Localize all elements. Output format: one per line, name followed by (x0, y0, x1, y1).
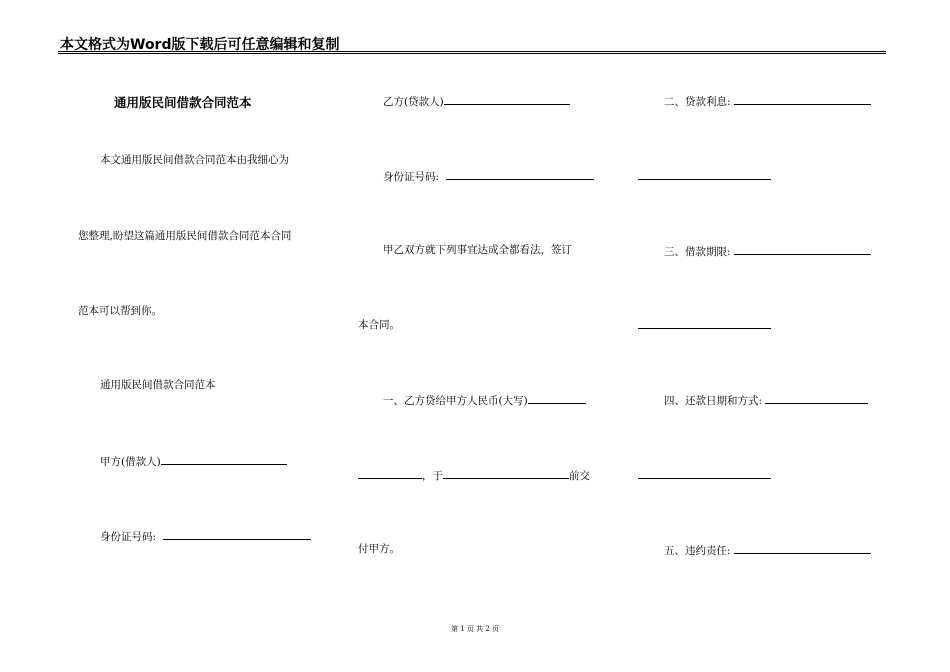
term-blank (734, 243, 871, 255)
term-row (664, 243, 871, 259)
loan-amount-blank (528, 392, 586, 404)
header-divider-secondary (58, 53, 886, 54)
repayment-row (664, 392, 868, 408)
repayment-continued-blank (638, 478, 771, 479)
term-continued-blank (638, 328, 771, 329)
interest-row (664, 93, 871, 109)
party-b-id-row (383, 168, 594, 184)
intro-paragraph-line-3: 范本可以帮到你。 (78, 305, 162, 317)
repayment-label: 四、还款日期和方式: (664, 395, 763, 407)
term-label: 三、借款期限: (664, 246, 731, 258)
loan-date-blank (443, 467, 569, 479)
loan-delivery-separator: ，于 (422, 470, 443, 482)
loan-delivery-row (358, 467, 590, 483)
breach-row (664, 542, 871, 558)
breach-label: 五、违约责任: (664, 545, 731, 557)
party-b-id-label: 身份证号码: (383, 171, 440, 183)
party-b-id-blank (446, 168, 594, 180)
intro-paragraph-line-1: 本文通用版民间借款合同范本由我细心为 (100, 154, 289, 166)
interest-continued-blank (638, 179, 771, 180)
party-a-row (100, 453, 287, 469)
interest-blank (734, 93, 871, 105)
document-header-title: 本文格式为Word版下载后可任意编辑和复制 (60, 37, 340, 53)
breach-blank (734, 542, 871, 554)
loan-delivery-line-3: 付甲方。 (358, 543, 400, 555)
interest-label: 二、贷款利息: (664, 96, 731, 108)
party-b-row (383, 93, 570, 109)
party-a-label: 甲方(借款人) (100, 456, 161, 468)
loan-delivery-before-text: 前交 (569, 470, 590, 482)
party-a-id-blank (163, 528, 311, 540)
party-a-id-row (100, 528, 311, 544)
loan-amount-continued-blank (358, 467, 422, 479)
loan-amount-label: 一、乙方贷给甲方人民币(大写) (383, 395, 528, 407)
party-b-blank (444, 93, 570, 105)
page-number: 第 1 页 共 2 页 (450, 625, 500, 633)
intro-paragraph-line-2: 您整理,盼望这篇通用版民间借款合同范本合同 (78, 230, 292, 242)
party-a-blank (161, 453, 287, 465)
contract-subtitle: 通用版民间借款合同范本 (100, 379, 216, 391)
header-divider (58, 51, 886, 52)
repayment-blank (765, 392, 868, 404)
agreement-line-1: 甲乙双方就下列事宜达成全都看法，签订 (383, 244, 572, 256)
agreement-line-2: 本合同。 (358, 319, 400, 331)
party-a-id-label: 身份证号码: (100, 531, 157, 543)
document-title: 通用版民间借款合同范本 (114, 95, 252, 110)
loan-amount-row (383, 392, 586, 408)
party-b-label: 乙方(贷款人) (383, 96, 444, 108)
